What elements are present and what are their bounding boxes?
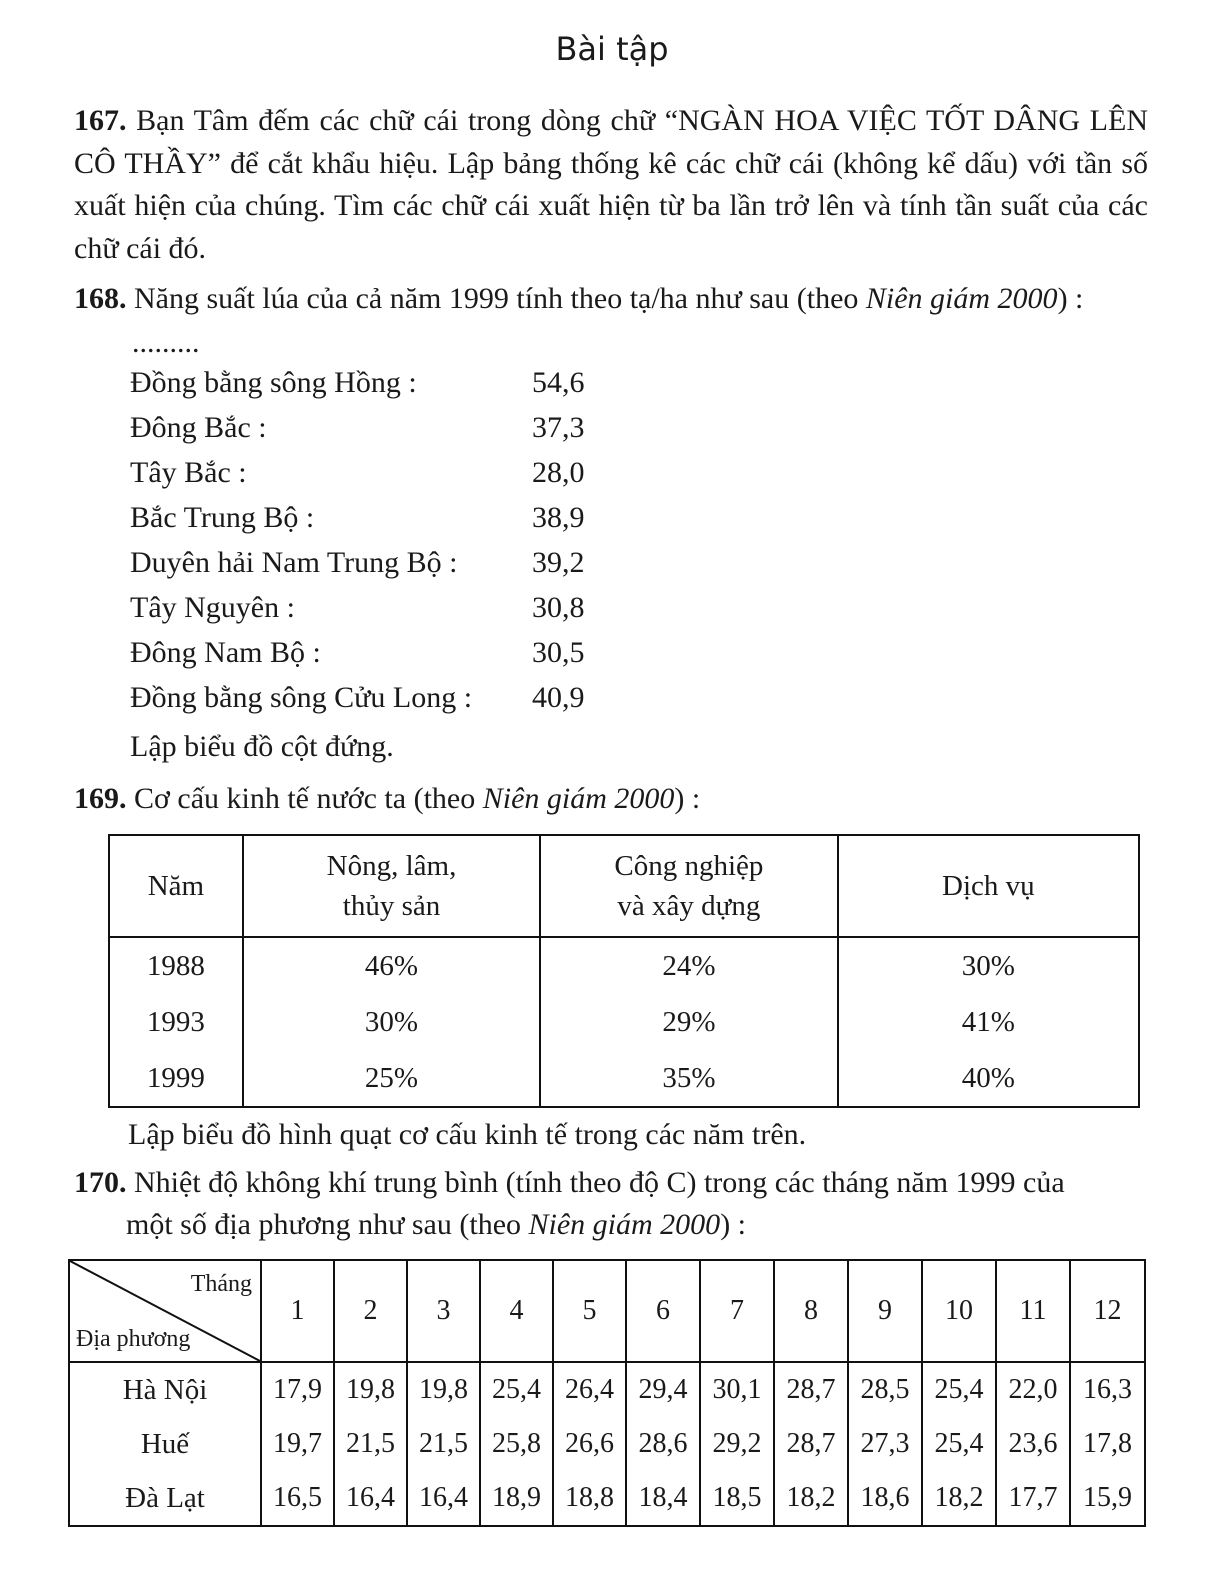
region-value: 30,8 <box>532 591 585 624</box>
source-citation: Niên giám 2000 <box>528 1208 721 1241</box>
month-header: 2 <box>334 1260 407 1362</box>
cell-industry: 29% <box>540 994 837 1050</box>
cell-temperature: 18,6 <box>848 1471 922 1526</box>
cell-temperature: 23,6 <box>996 1417 1070 1471</box>
region-value: 40,9 <box>532 681 585 714</box>
temperature-table <box>68 1259 1146 1527</box>
header-location-label: Địa phương <box>76 1326 191 1352</box>
cell-agriculture: 46% <box>243 937 540 994</box>
cell-temperature: 28,5 <box>848 1362 922 1417</box>
month-header: 11 <box>996 1260 1070 1362</box>
header-agriculture-line1: Nông, lâm, <box>326 850 457 882</box>
month-header: 3 <box>407 1260 480 1362</box>
cell-temperature: 17,8 <box>1070 1417 1145 1471</box>
header-agriculture-line2: thủy sản <box>342 890 441 922</box>
cell-temperature: 16,5 <box>261 1471 334 1526</box>
cell-temperature: 19,8 <box>334 1362 407 1417</box>
exercise-168-task: Lập biểu đồ cột đứng. <box>130 730 394 763</box>
cell-temperature: 17,7 <box>996 1471 1070 1526</box>
cell-temperature: 25,4 <box>922 1417 996 1471</box>
table-row <box>109 937 1139 994</box>
cell-temperature: 15,9 <box>1070 1471 1145 1526</box>
cell-temperature: 22,0 <box>996 1362 1070 1417</box>
region-name: Tây Nguyên : <box>130 591 295 624</box>
cell-services: 40% <box>838 1050 1139 1107</box>
month-header: 1 <box>261 1260 334 1362</box>
exercise-168-intro <box>74 282 1083 316</box>
cell-location: Huế <box>69 1417 261 1471</box>
header-agriculture <box>243 835 540 937</box>
cell-temperature: 19,8 <box>407 1362 480 1417</box>
table-row <box>109 1050 1139 1107</box>
economic-structure-table <box>108 834 1140 1108</box>
header-year: Năm <box>109 835 243 937</box>
cell-temperature: 26,4 <box>553 1362 626 1417</box>
header-industry-line2: và xây dựng <box>617 890 761 922</box>
cell-temperature: 27,3 <box>848 1417 922 1471</box>
exercise-text: Bạn Tâm đếm các chữ cái trong dòng chữ “NGÀN HOA VIỆC TỐT DÂNG LÊN CÔ THẦY” để cắt khẩu hiệu. Lập bảng thống kê các chữ cái (không kể dấu) với tần số xuất hiện của chúng. Tìm các chữ cái xuất hiện từ ba lần trở lên và tính tần suất của các chữ cái đó. <box>74 104 1148 265</box>
month-header: 8 <box>774 1260 848 1362</box>
header-services: Dịch vụ <box>838 835 1139 937</box>
cell-temperature: 19,7 <box>261 1417 334 1471</box>
cell-year: 1988 <box>109 937 243 994</box>
region-value: 39,2 <box>532 546 585 579</box>
exercise-number: 170. <box>74 1166 127 1199</box>
source-citation: Niên giám 2000 <box>865 282 1058 315</box>
cell-services: 41% <box>838 994 1139 1050</box>
region-value: 38,9 <box>532 501 585 534</box>
cell-temperature: 28,7 <box>774 1362 848 1417</box>
table-row <box>109 994 1139 1050</box>
cell-temperature: 26,6 <box>553 1417 626 1471</box>
region-value: 37,3 <box>532 411 585 444</box>
exercise-number: 168. <box>74 282 127 315</box>
cell-location: Hà Nội <box>69 1362 261 1417</box>
exercise-170-line2 <box>126 1208 746 1242</box>
month-header: 4 <box>480 1260 553 1362</box>
table-row <box>69 1471 1145 1526</box>
region-name: Đông Bắc : <box>130 411 267 444</box>
cell-temperature: 21,5 <box>334 1417 407 1471</box>
region-name: Bắc Trung Bộ : <box>130 501 315 534</box>
cell-agriculture: 25% <box>243 1050 540 1107</box>
exercise-number: 169. <box>74 782 127 815</box>
exercise-167 <box>74 100 1148 270</box>
cell-temperature: 17,9 <box>261 1362 334 1417</box>
cell-temperature: 28,7 <box>774 1417 848 1471</box>
cell-agriculture: 30% <box>243 994 540 1050</box>
cell-industry: 35% <box>540 1050 837 1107</box>
cell-services: 30% <box>838 937 1139 994</box>
cell-temperature: 29,2 <box>700 1417 774 1471</box>
region-value: 30,5 <box>532 636 585 669</box>
cell-temperature: 18,5 <box>700 1471 774 1526</box>
month-header: 10 <box>922 1260 996 1362</box>
cell-temperature: 21,5 <box>407 1417 480 1471</box>
month-header: 7 <box>700 1260 774 1362</box>
diagonal-header-cell <box>69 1260 261 1362</box>
table-header-row <box>109 835 1139 937</box>
region-name: Đồng bằng sông Hồng : <box>130 366 417 399</box>
source-citation: Niên giám 2000 <box>482 782 675 815</box>
cell-temperature: 30,1 <box>700 1362 774 1417</box>
month-header: 9 <box>848 1260 922 1362</box>
page-title: Bài tập <box>555 30 669 68</box>
cell-temperature: 25,8 <box>480 1417 553 1471</box>
exercise-170-line1 <box>74 1166 1065 1200</box>
region-name: Tây Bắc : <box>130 456 247 489</box>
header-industry-line1: Công nghiệp <box>614 850 764 882</box>
month-header: 12 <box>1070 1260 1145 1362</box>
exercise-text-end: ) : <box>720 1208 747 1241</box>
region-value: 54,6 <box>532 366 585 399</box>
exercise-text-end: ) : <box>1057 282 1084 315</box>
cell-year: 1999 <box>109 1050 243 1107</box>
cell-temperature: 18,8 <box>553 1471 626 1526</box>
cell-temperature: 16,4 <box>407 1471 480 1526</box>
month-header: 5 <box>553 1260 626 1362</box>
table-row <box>69 1417 1145 1471</box>
cell-year: 1993 <box>109 994 243 1050</box>
exercise-text: Nhiệt độ không khí trung bình (tính theo độ C) trong các tháng năm 1999 của <box>134 1166 1065 1199</box>
cell-temperature: 29,4 <box>626 1362 700 1417</box>
cell-temperature: 18,9 <box>480 1471 553 1526</box>
region-name: Đông Nam Bộ : <box>130 636 321 669</box>
table-header-row <box>69 1260 1145 1362</box>
region-value: 28,0 <box>532 456 585 489</box>
ellipsis: ......... <box>132 326 200 359</box>
month-header: 6 <box>626 1260 700 1362</box>
table-row <box>69 1362 1145 1417</box>
cell-location: Đà Lạt <box>69 1471 261 1526</box>
region-name: Đồng bằng sông Cửu Long : <box>130 681 473 714</box>
cell-temperature: 28,6 <box>626 1417 700 1471</box>
exercise-text-end: ) : <box>674 782 701 815</box>
exercise-number: 167. <box>74 104 127 137</box>
cell-temperature: 25,4 <box>922 1362 996 1417</box>
cell-temperature: 18,2 <box>774 1471 848 1526</box>
header-month-label: Tháng <box>190 1271 252 1297</box>
region-name: Duyên hải Nam Trung Bộ : <box>130 546 458 579</box>
cell-temperature: 16,3 <box>1070 1362 1145 1417</box>
exercise-169-task: Lập biểu đồ hình quạt cơ cấu kinh tế trong các năm trên. <box>128 1118 807 1151</box>
exercise-text: Năng suất lúa của cả năm 1999 tính theo tạ/ha như sau (theo <box>134 282 866 315</box>
exercise-169-intro <box>74 782 700 816</box>
header-industry <box>540 835 837 937</box>
cell-temperature: 16,4 <box>334 1471 407 1526</box>
cell-industry: 24% <box>540 937 837 994</box>
cell-temperature: 18,2 <box>922 1471 996 1526</box>
cell-temperature: 18,4 <box>626 1471 700 1526</box>
cell-temperature: 25,4 <box>480 1362 553 1417</box>
exercise-text: Cơ cấu kinh tế nước ta (theo <box>134 782 483 815</box>
exercise-text: một số địa phương như sau (theo <box>126 1208 529 1241</box>
